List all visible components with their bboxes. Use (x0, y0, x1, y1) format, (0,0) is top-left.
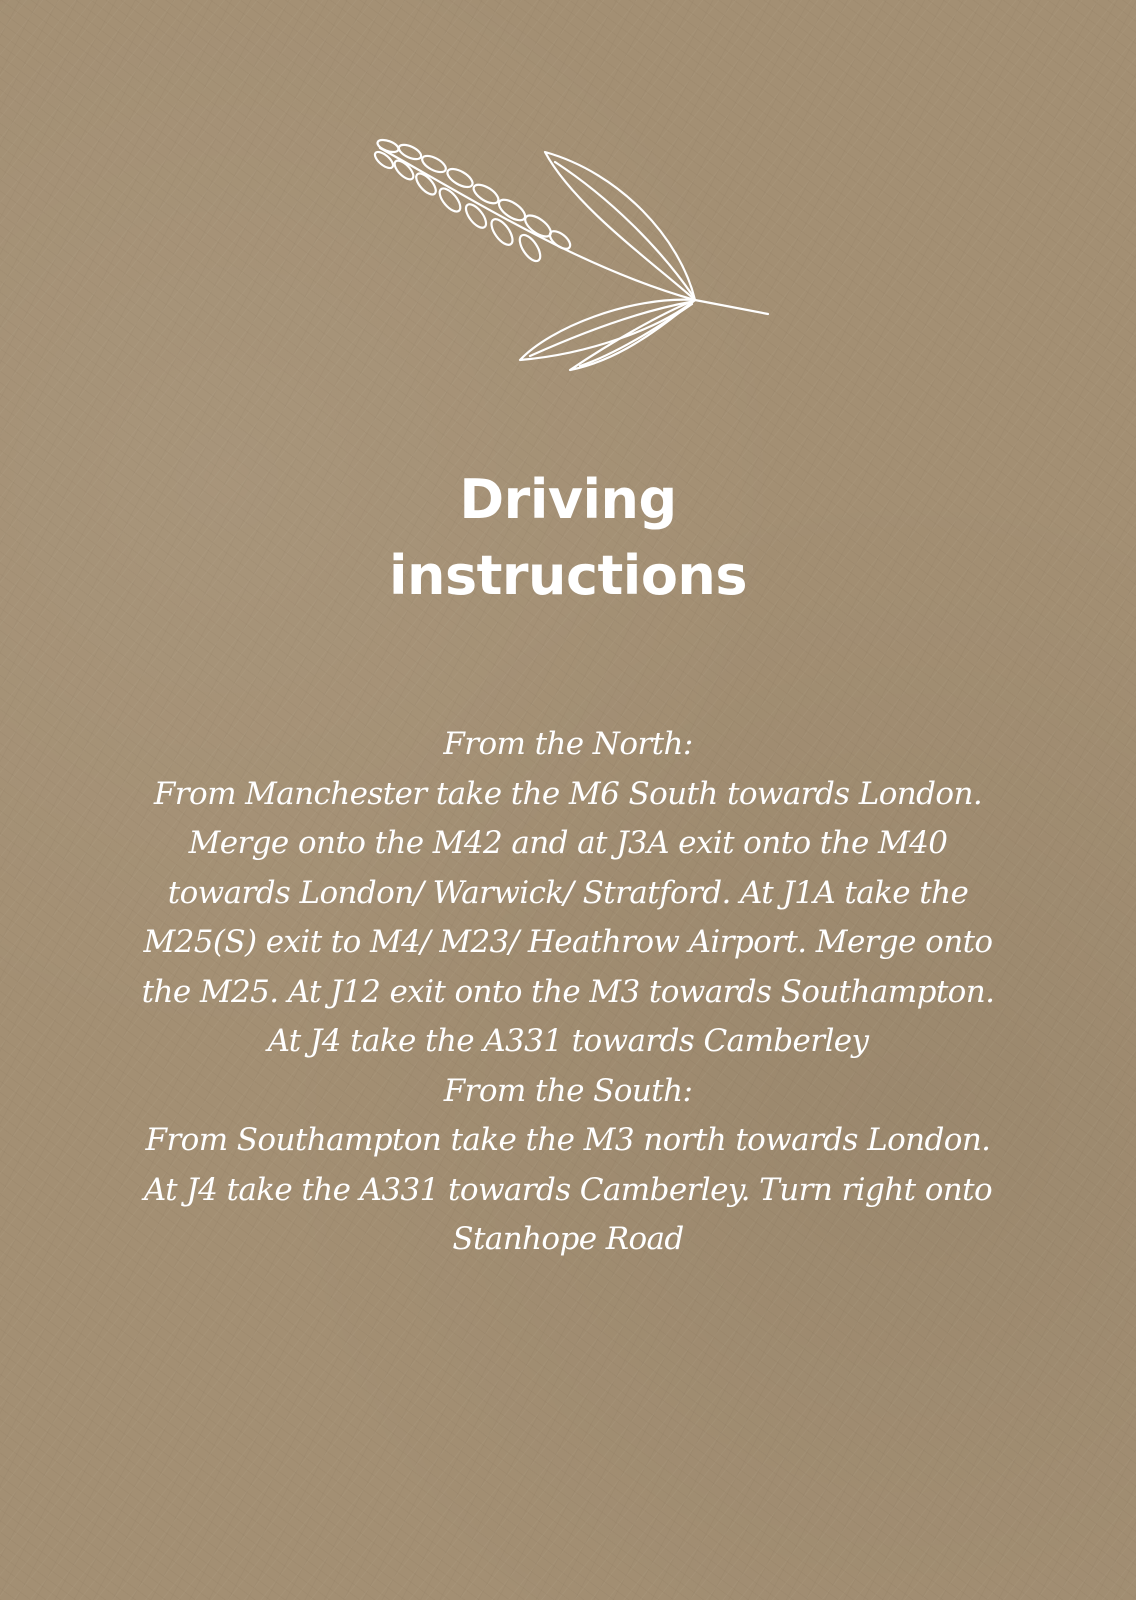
title-line-1: Driving (459, 468, 677, 531)
directions-text (90, 720, 1046, 1265)
north-line-4: M25(S) exit to M4/ M23/ Heathrow Airport. Merge onto (143, 924, 993, 960)
north-line-2: Merge onto the M42 and at J3A exit onto the M40 (188, 825, 948, 861)
north-line-6: At J4 take the A331 towards Camberley (267, 1023, 869, 1059)
south-line-2: At J4 take the A331 towards Camberley. Turn right onto (143, 1171, 993, 1208)
north-line-3: towards London/ Warwick/ Stratford. At J1A take the (167, 874, 969, 911)
south-line-1: From Southampton take the M3 north towards London. (145, 1122, 991, 1158)
lavender-sprig-icon (360, 128, 770, 378)
north-line-1: From Manchester take the M6 South towards London. (153, 775, 983, 812)
north-heading: From the North: (443, 726, 693, 762)
title-line-2: instructions (389, 544, 747, 607)
north-line-5: the M25. At J12 exit onto the M3 towards Southampton. (141, 973, 995, 1010)
south-heading: From the South: (443, 1072, 693, 1109)
page-title (0, 462, 1136, 614)
south-line-3: Stanhope Road (452, 1221, 684, 1257)
